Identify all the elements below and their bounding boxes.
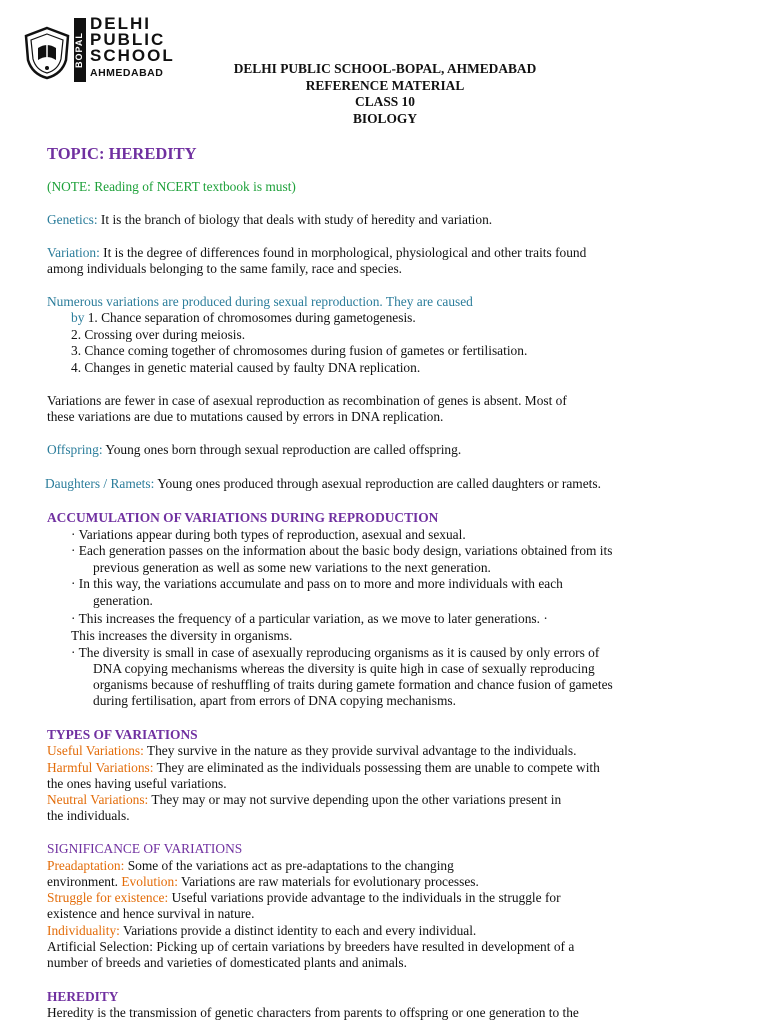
list-item: · Variations appear during both types of reproduction, asexual and sexual. — [71, 527, 466, 542]
preadaptation: Preadaptation: Some of the variations act as pre-adaptations to the changing — [47, 858, 454, 873]
harmful-variations: Harmful Variations: They are eliminated as the individuals possessing them are unable to compete with — [47, 760, 600, 775]
struggle-for-existence: Struggle for existence: Useful variations provide advantage to the individuals in the struggle for — [47, 890, 561, 905]
list-item: organisms because of reshuffling of traits during gamete formation and chance fusion of gametes — [93, 677, 613, 692]
list-item: 4. Changes in genetic material caused by faulty DNA replication. — [71, 360, 421, 375]
list-item: · In this way, the variations accumulate and pass on to more and more individuals with each — [71, 576, 563, 591]
numerous-intro: Numerous variations are produced during sexual reproduction. They are caused — [47, 294, 473, 309]
accumulation-heading: ACCUMULATION OF VARIATIONS DURING REPRODUCTION — [47, 510, 439, 525]
types-heading: TYPES OF VARIATIONS — [47, 727, 198, 742]
school-logo — [22, 14, 175, 84]
list-item: DNA copying mechanisms whereas the diversity is quite high in case of sexually reproducing — [93, 661, 595, 676]
individuality: Individuality: Variations provide a distinct identity to each and every individual. — [47, 923, 477, 938]
evolution: environment. Evolution: Variations are raw materials for evolutionary processes. — [47, 874, 479, 889]
list-item: by 1. Chance separation of chromosomes during gametogenesis. — [71, 310, 416, 325]
logo-city: AHMEDABAD — [90, 67, 164, 79]
list-item: · Each generation passes on the information about the basic body design, variations obtained from its — [71, 543, 613, 558]
asexual-text-cont: these variations are due to mutations caused by errors in DNA replication. — [47, 409, 444, 424]
subject-label: BIOLOGY — [353, 110, 417, 126]
variation-definition-cont: among individuals belonging to the same family, race and species. — [47, 261, 403, 276]
topic-title: TOPIC: HEREDITY — [47, 144, 197, 163]
list-item: during fertilisation, apart from errors of DNA copying mechanisms. — [93, 693, 456, 708]
significance-heading: SIGNIFICANCE OF VARIATIONS — [47, 841, 243, 856]
neutral-variations: Neutral Variations: They may or may not survive depending upon the other variations present in — [47, 792, 562, 807]
daughters-definition: Daughters / Ramets: Young ones produced through asexual reproduction are called daughters or ramets. — [45, 476, 601, 491]
struggle-for-existence-cont: existence and hence survival in nature. — [47, 906, 255, 921]
artificial-selection: Artificial Selection: Picking up of certain variations by breeders have resulted in development of a — [47, 939, 575, 954]
material-type: REFERENCE MATERIAL — [305, 77, 465, 93]
class-label: CLASS 10 — [355, 94, 415, 109]
harmful-variations-cont: the ones having useful variations. — [47, 776, 227, 791]
list-item: · The diversity is small in case of asexually reproducing organisms as it is caused by only errors of — [71, 645, 600, 660]
heredity-definition: Heredity is the transmission of genetic characters from parents to offspring or one generation to the — [47, 1005, 579, 1020]
list-item: · This increases the frequency of a particular variation, as we move to later generations. · — [71, 611, 548, 626]
list-item: generation. — [93, 593, 153, 608]
logo-name: DELHI PUBLIC SCHOOL — [90, 14, 175, 65]
asexual-text: Variations are fewer in case of asexual reproduction as recombination of genes is absent. Most of — [47, 393, 567, 408]
offspring-definition: Offspring: Young ones born through sexual reproduction are called offspring. — [47, 442, 462, 457]
heredity-heading: HEREDITY — [47, 989, 119, 1004]
note-text: (NOTE: Reading of NCERT textbook is must) — [47, 179, 296, 194]
useful-variations: Useful Variations: They survive in the nature as they provide survival advantage to the individuals. — [47, 743, 577, 758]
list-item: 2. Crossing over during meiosis. — [71, 327, 246, 342]
list-item: 3. Chance coming together of chromosomes during fusion of gametes or fertilisation. — [71, 343, 528, 358]
variation-definition: Variation: It is the degree of differences found in morphological, physiological and other traits found — [47, 245, 587, 260]
document-header — [200, 61, 570, 127]
genetics-definition: Genetics: It is the branch of biology that deals with study of heredity and variation. — [47, 212, 493, 227]
school-name: DELHI PUBLIC SCHOOL-BOPAL, AHMEDABAD — [233, 61, 537, 76]
logo-side-text: BOPAL — [74, 18, 86, 82]
list-item: previous generation as well as some new variations to the next generation. — [93, 560, 491, 575]
school-crest-icon — [22, 26, 72, 80]
neutral-variations-cont: the individuals. — [47, 808, 130, 823]
list-item: This increases the diversity in organisms. — [71, 628, 293, 643]
artificial-selection-cont: number of breeds and varieties of domesticated plants and animals. — [47, 955, 407, 970]
